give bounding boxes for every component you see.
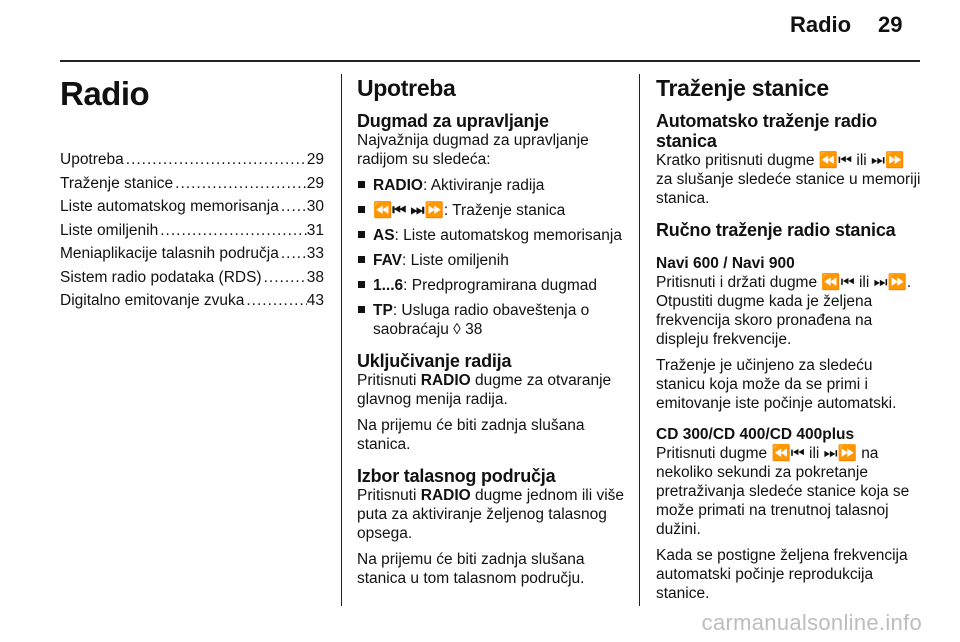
paragraph: [357, 486, 625, 543]
radio-button-label: RADIO: [420, 487, 471, 504]
toc-entry-label: Upotreba: [60, 151, 124, 168]
paragraph: Kratko pritisnuti dugme ⏪⏮ ili ⏭⏩ za slušanje sledeće stanice u memoriji stanica.: [656, 152, 921, 207]
toc-dot-leader: [244, 291, 306, 310]
header-rule: [60, 60, 920, 62]
toc-entry-page: 43: [306, 292, 324, 309]
toc-entry-page: 29: [306, 151, 324, 168]
paragraph: Na prijemu će biti zadnja slušana stanica.: [357, 417, 585, 453]
toc-entry-page: 33: [306, 245, 324, 262]
toc-entry-label: Liste omiljenih: [60, 221, 159, 239]
toc-entry-label: Traženje stanice: [60, 174, 174, 192]
paragraph: Kada se postigne željena frekvencija automatski počinje reprodukcija stanice.: [656, 547, 908, 602]
section-heading-usage: Upotreba: [357, 75, 456, 101]
control-description: : Liste omiljenih: [402, 252, 509, 269]
control-key: FAV: [373, 252, 402, 269]
paragraph: Pritisnuti dugme ⏪⏮ ili ⏭⏩ na nekoliko sekundi za pokretanje pretraživanja sledeće stanice koja se može primati na trenutnoj talasnoj dužini.: [656, 445, 910, 538]
paragraph: Traženje je učinjeno za sledeću stanicu koja može da se primi i emitovanje iste počinje automatski.: [656, 357, 897, 412]
list-item: [357, 251, 625, 270]
list-item: [357, 201, 625, 220]
control-description: : Liste automatskog memorisanja: [394, 227, 622, 244]
seek-buttons-icon: ⏪⏮ ⏭⏩: [373, 202, 444, 219]
control-description: : Predprogramirana dugmad: [403, 277, 598, 294]
controls-intro: Najvažnija dugmad za upravljanje radijom su sledeća:: [357, 132, 589, 168]
toc-entry-label: Liste automatskog memorisanja: [60, 198, 279, 215]
list-item: [357, 176, 625, 195]
toc-entry[interactable]: [60, 150, 324, 174]
text-run: dugme jednom ili više puta za aktiviranje željenog talasnog opsega.: [357, 487, 625, 542]
column-usage: [357, 74, 625, 595]
control-description: : Traženje stanica: [443, 202, 566, 219]
toc-entry-page: 29: [306, 174, 324, 192]
text-run: Pritisnuti: [357, 487, 421, 504]
toc-entry-page: 38: [306, 268, 324, 286]
control-key: TP: [373, 302, 393, 319]
toc-entry[interactable]: [60, 268, 324, 292]
subheading-auto-search: Automatsko traženje radio stanica: [656, 111, 878, 151]
control-key: 1...6: [373, 277, 404, 294]
toc-entry[interactable]: [60, 221, 324, 245]
header-section-title: Radio: [790, 12, 852, 37]
text-run: dugme za otvaranje glavnog menija radija.: [357, 372, 612, 408]
toc-entry[interactable]: [60, 174, 324, 198]
column-toc: [60, 74, 324, 315]
toc-entry-label: Meniaplikacije talasnih područja: [60, 245, 279, 262]
toc-dot-leader: [173, 174, 307, 193]
list-item: [357, 276, 625, 295]
section-heading-station-search: Traženje stanice: [656, 75, 829, 101]
control-description: : Usluga radio obaveštenja o saobraćaju ◊ 38: [373, 302, 590, 338]
chapter-title: Radio: [60, 75, 150, 112]
control-key: RADIO: [373, 177, 423, 194]
toc-dot-leader: [279, 244, 307, 263]
control-key: AS: [373, 227, 395, 244]
controls-list: [357, 176, 625, 339]
control-description: : Aktiviranje radija: [422, 177, 545, 194]
paragraph: Pritisnuti i držati dugme ⏪⏮ ili ⏭⏩. Otpustiti dugme kada je željena frekvencija skoro pronađena na displeju frekvencije.: [656, 274, 912, 348]
toc-dot-leader: [279, 197, 307, 216]
column-station-search: [656, 74, 922, 610]
list-item: [357, 301, 625, 339]
subheading-switch-on: Uključivanje radija: [357, 351, 512, 371]
subheading-controls: Dugmad za upravljanje: [357, 111, 549, 131]
radio-button-label: RADIO: [420, 372, 471, 389]
table-of-contents: [60, 150, 324, 315]
paragraph: Na prijemu će biti zadnja slušana stanica u tom talasnom području.: [357, 551, 585, 587]
model-title-cd: CD 300/CD 400/CD 400plus: [656, 426, 855, 443]
column-divider-2: [639, 74, 640, 606]
model-title-navi: Navi 600 / Navi 900: [656, 255, 795, 272]
toc-entry-label: Sistem radio podataka (RDS): [60, 268, 262, 286]
toc-entry[interactable]: [60, 197, 324, 221]
text-run: Pritisnuti: [357, 372, 421, 389]
toc-dot-leader: [262, 268, 307, 287]
paragraph: [357, 371, 625, 409]
watermark: carmanualsonline.info: [701, 610, 922, 635]
toc-entry-label: Digitalno emitovanje zvuka: [60, 292, 245, 309]
toc-entry[interactable]: [60, 244, 324, 268]
toc-entry[interactable]: [60, 291, 324, 315]
toc-entry-page: 31: [306, 221, 324, 239]
column-divider-1: [341, 74, 342, 606]
header-page-number: 29: [878, 12, 903, 37]
toc-entry-page: 30: [306, 198, 324, 215]
toc-dot-leader: [158, 221, 307, 240]
subheading-manual-search: Ručno traženje radio stanica: [656, 220, 896, 240]
toc-dot-leader: [124, 150, 307, 169]
list-item: [357, 226, 625, 245]
subheading-band-select: Izbor talasnog područja: [357, 466, 556, 486]
